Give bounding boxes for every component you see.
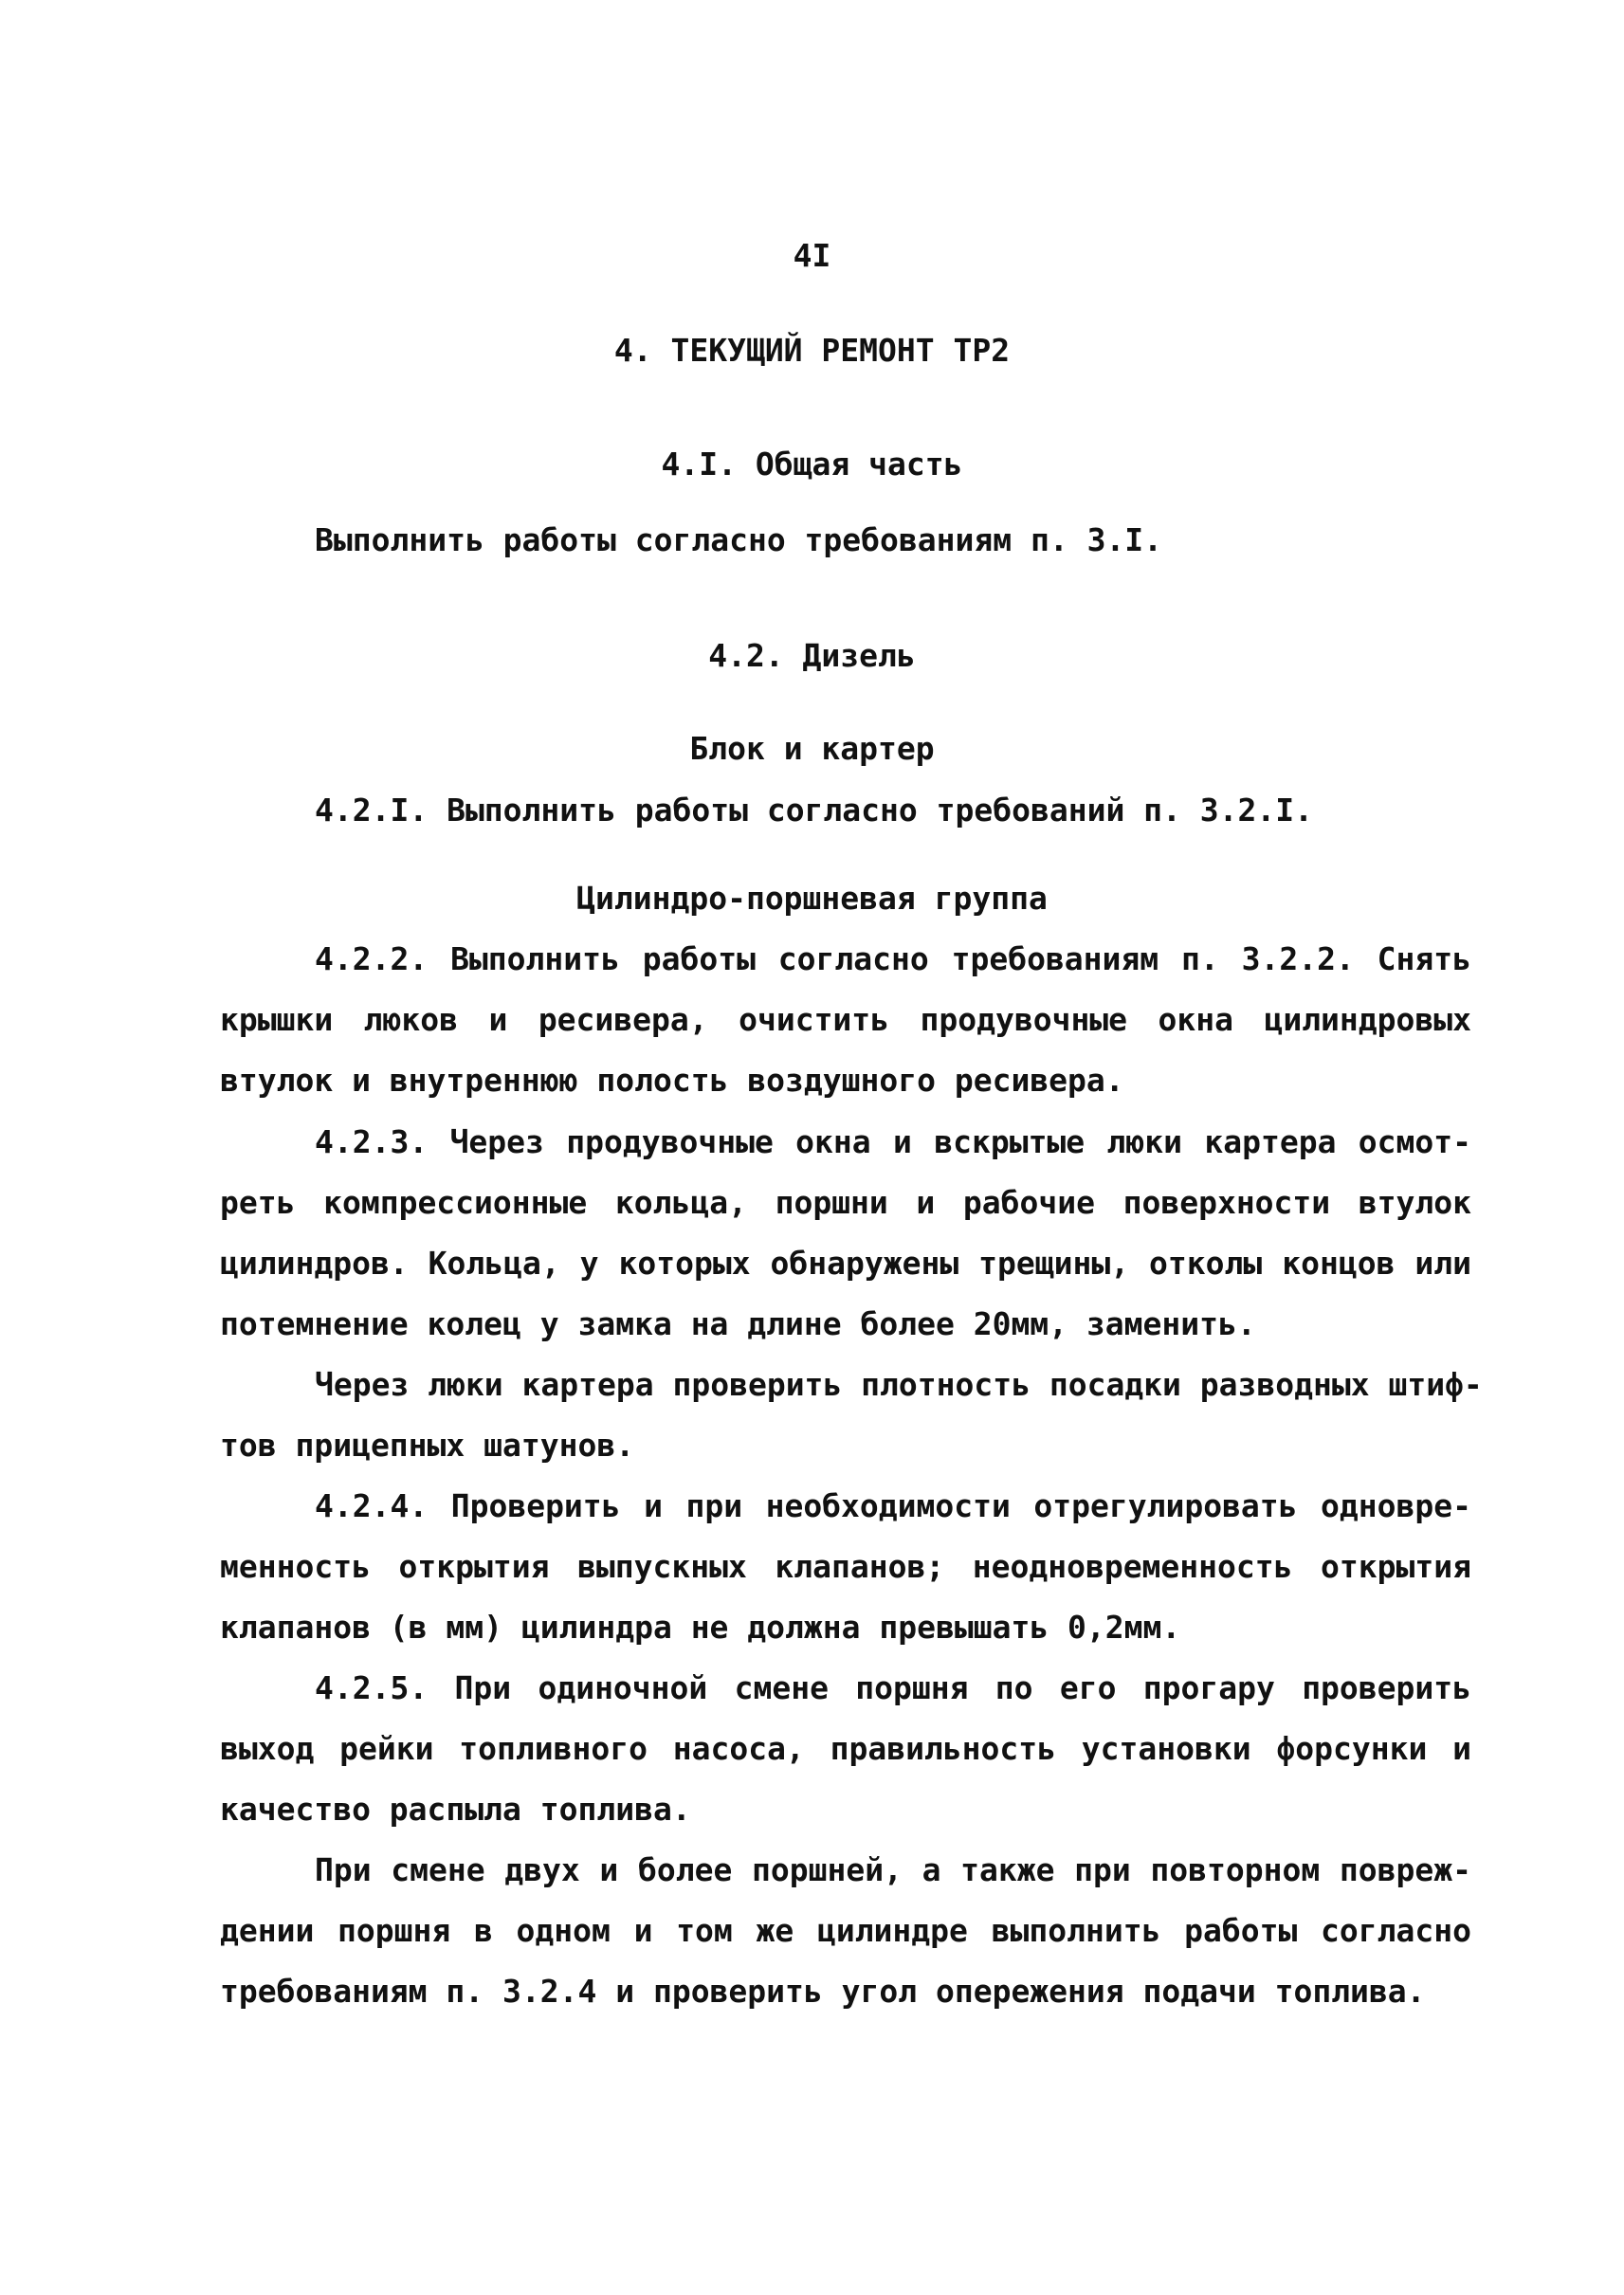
paragraph-4-2-3-line: цилиндров. Кольца, у которых обнаружены трещины, отколы концов или: [220, 1245, 1471, 1282]
paragraph-4-2-2-line: 4.2.2. Выполнить работы согласно требованиям п. 3.2.2. Снять: [315, 940, 1471, 977]
subheading-block-carter: Блок и картер: [689, 730, 935, 767]
paragraph-4-2-5-line: качество распыла топлива.: [220, 1791, 691, 1828]
section-4-1-text: Выполнить работы согласно требованиям п. 3.I.: [315, 521, 1163, 558]
paragraph-two-pistons-line: При смене двух и более поршней, а также при повторном повреж-: [315, 1851, 1471, 1888]
paragraph-check-line: Через люки картера проверить плотность посадки разводных штиф-: [315, 1366, 1483, 1403]
paragraph-4-2-1: 4.2.I. Выполнить работы согласно требований п. 3.2.I.: [315, 792, 1313, 829]
paragraph-check-line: тов прицепных шатунов.: [220, 1427, 635, 1464]
paragraph-4-2-3-line: 4.2.3. Через продувочные окна и вскрытые люки картера осмот-: [315, 1123, 1471, 1160]
section-4-2-title: 4.2. Дизель: [708, 637, 916, 674]
subheading-cylinder-piston-group: Цилиндро-поршневая группа: [576, 880, 1048, 917]
paragraph-two-pistons-line: требованиям п. 3.2.4 и проверить угол опережения подачи топлива.: [220, 1973, 1426, 2010]
paragraph-4-2-3-line: реть компрессионные кольца, поршни и рабочие поверхности втулок: [220, 1184, 1471, 1221]
paragraph-4-2-5-line: 4.2.5. При одиночной смене поршня по его прогару проверить: [315, 1669, 1471, 1706]
paragraph-4-2-4-line: 4.2.4. Проверить и при необходимости отрегулировать одновре-: [315, 1487, 1471, 1524]
chapter-title: 4. ТЕКУЩИЙ РЕМОНТ ТР2: [613, 332, 1011, 369]
paragraph-4-2-2-line: втулок и внутреннюю полость воздушного ресивера.: [220, 1062, 1124, 1099]
paragraph-two-pistons-line: дении поршня в одном и том же цилиндре выполнить работы согласно: [220, 1912, 1471, 1949]
paragraph-4-2-2-line: крышки люков и ресивера, очистить продувочные окна цилиндровых: [220, 1001, 1471, 1038]
paragraph-4-2-5-line: выход рейки топливного насоса, правильность установки форсунки и: [220, 1730, 1471, 1767]
section-4-1-title: 4.I. Общая часть: [661, 446, 963, 483]
paragraph-4-2-4-line: клапанов (в мм) цилиндра не должна превышать 0,2мм.: [220, 1609, 1181, 1646]
paragraph-4-2-3-line: потемнение колец у замка на длине более 20мм, заменить.: [220, 1305, 1256, 1342]
page-number: 4I: [793, 237, 831, 274]
paragraph-4-2-4-line: менность открытия выпускных клапанов; неодновременность открытия: [220, 1548, 1471, 1585]
